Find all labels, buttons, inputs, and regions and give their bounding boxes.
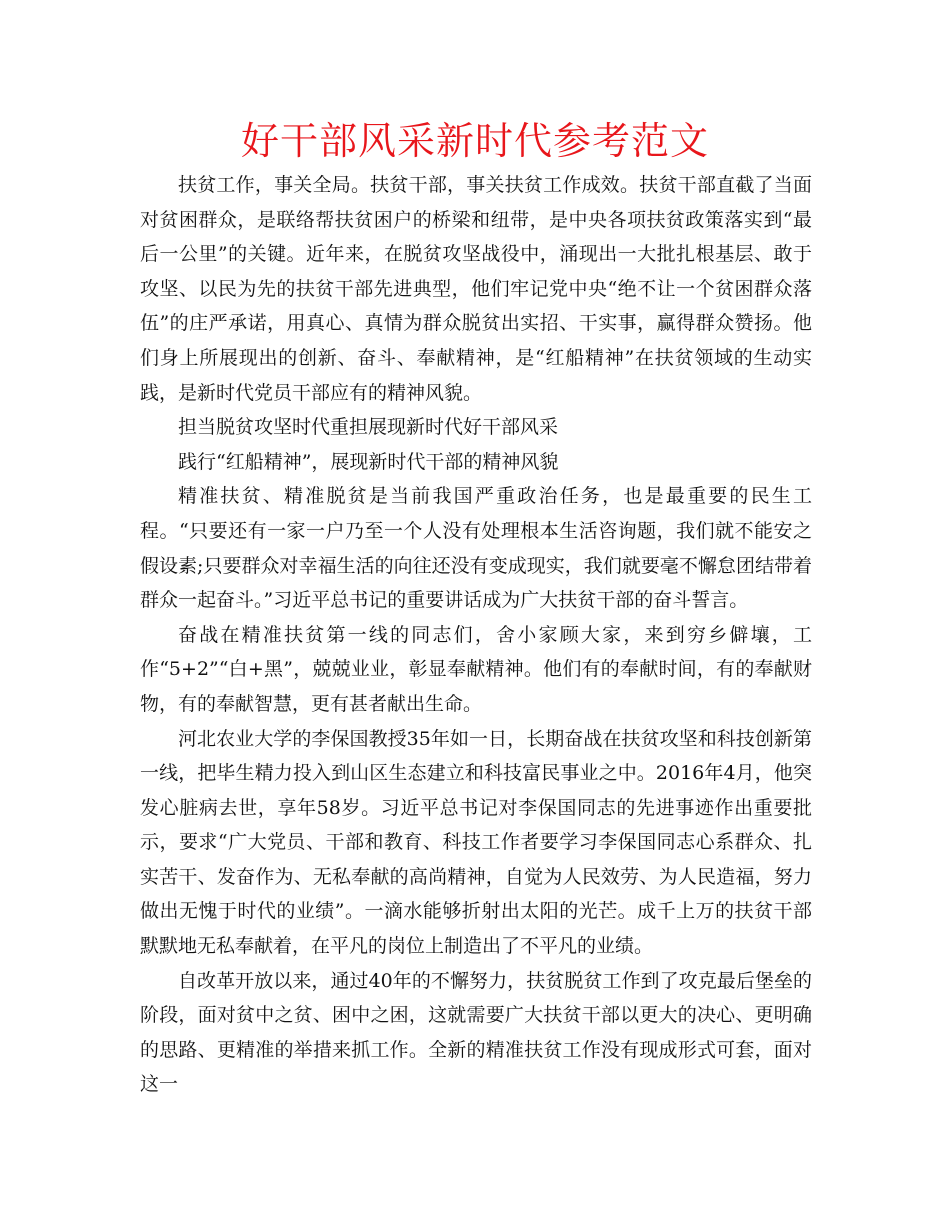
paragraph: 奋战在精准扶贫第一线的同志们，舍小家顾大家，来到穷乡僻壤，工作“5+2”“白+黑”，兢兢业业，彰显奉献精神。他们有的奉献时间，有的奉献财物，有的奉献智慧，更有甚者献出生命。	[140, 623, 812, 715]
paragraph: 扶贫工作，事关全局。扶贫干部，事关扶贫工作成效。扶贫干部直截了当面对贫困群众，是联络帮扶贫困户的桥梁和纽带，是中央各项扶贫政策落实到“最后一公里”的关键。近年来，在脱贫攻坚战役中，涌现出一大批扎根基层、敢于攻坚、以民为先的扶贫干部先进典型，他们牢记党中央“绝不让一个贫困群众落伍”的庄严承诺，用真心、真情为群众脱贫出实招、干实事，赢得群众赞扬。他们身上所展现出的创新、奋斗、奉献精神，是“红船精神”在扶贫领域的生动实践，是新时代党员干部应有的精神风貌。	[140, 174, 812, 404]
document-title: 好干部风采新时代参考范文	[240, 119, 709, 163]
paragraph: 担当脱贫攻坚时代重担展现新时代好干部风采	[178, 416, 559, 439]
paragraph: 自改革开放以来，通过40年的不懈努力，扶贫脱贫工作到了攻克最后堡垒的阶段，面对贫中之贫、困中之困，这就需要广大扶贫干部以更大的决心、更明确的思路、更精准的举措来抓工作。全新的精准扶贫工作没有现成形式可套，面对这一	[140, 969, 812, 1096]
paragraph: 河北农业大学的李保国教授35年如一日，长期奋战在扶贫攻坚和科技创新第一线，把毕生精力投入到山区生态建立和科技富民事业之中。2016年4月，他突发心脏病去世，享年58岁。习近平总书记对李保国同志的先进事迹作出重要批示，要求“广大党员、干部和教育、科技工作者要学习李保国同志心系群众、扎实苦干、发奋作为、无私奉献的高尚精神，自觉为人民效劳、为人民造福，努力做出无愧于时代的业绩”。一滴水能够折射出太阳的光芒。成千上万的扶贫干部默默地无私奉献着，在平凡的岗位上制造出了不平凡的业绩。	[140, 727, 812, 958]
paragraph: 践行“红船精神”，展现新时代干部的精神风貌	[178, 450, 559, 473]
document-body	[140, 168, 812, 1102]
paragraph: 精准扶贫、精准脱贫是当前我国严重政治任务，也是最重要的民生工程。“只要还有一家一户乃至一个人没有处理根本生活咨询题，我们就不能安之假设素;只要群众对幸福生活的向往还没有变成现实，我们就要毫不懈怠团结带着群众一起奋斗。”习近平总书记的重要讲话成为广大扶贫干部的奋斗誓言。	[140, 485, 812, 612]
